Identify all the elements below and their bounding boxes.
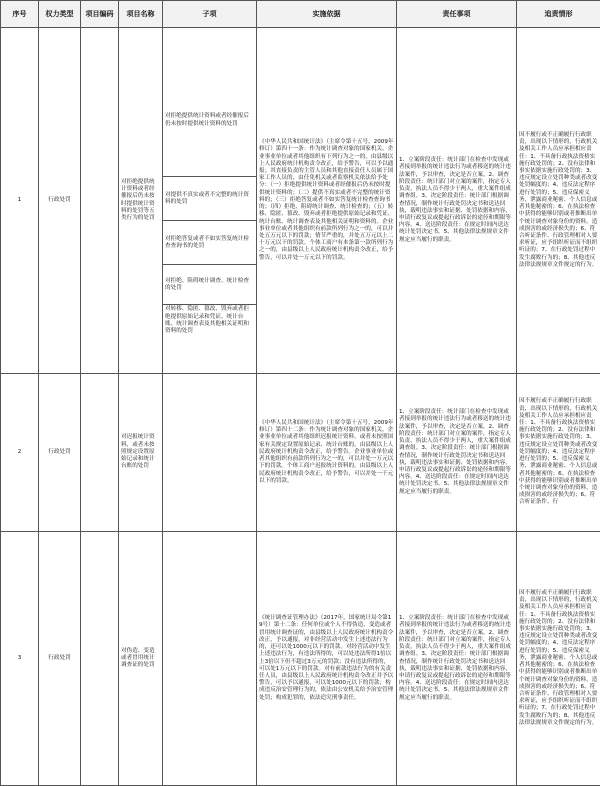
row-pursue: 因不履行或不正确履行行政职责，出现以下情形的，行政机关及相关工作人员应承担相应责任：1、不具备行政执法资格实施行政处罚的；2、没有法律和事实依据实施行政处罚的；3、违反规定设立处罚种类或者改变处罚幅度的；4、违反法定程序进行处罚的；5、违反保密义务，泄露商业秘密、个人信息或者其他秘密的；6、在执法检查中获得的能够识别或者推断出单个统计调查对象身份的资料，造成损害的或经济损失的；6、符合听证条件、行政管理相对人要求听证，应予组织听证而不组织听证的；7、在行政处罚过程中发生腐败行为的；8、其他违反法律法规规章文件规定的行为。 [517, 532, 600, 786]
row-basis: 《中华人民共和国统计法》（主席令第十五号，2009年修订）第四十二条：作为统计调查对象的国家机关、企业事业单位或者其他组织迟报统计资料，或者未按照国家有关规定设置原始记录、统计台账的，由县级以上人民政府统计机构责令改正，给予警告。企业事业单位或者其他组织有前款所列行为之一的，可以并处一万元以下的罚款。个体工商户迟报统计资料的，由县级以上人民政府统计机构责令改正，给予警告，可以并处一千元以下的罚款。 [257, 374, 397, 532]
row-resp: 1、立案阶段责任：统计部门在检查中发现或者接到举报的统计违法行为或者移送的统计违法案件，予以审查，决定是否立案。2、调查阶段责任：统计部门对立案的案件，指定专人负责，执法人员不得少于两人，重大案件组成调查组。3、决定阶段责任：统计部门根据调查情况，制作统计行政处罚决定书和送达回执，载明违法事实和证据、处罚依据和内容，申请行政复议或提起行政诉讼的途径和期限等内容。4、送达阶段责任：在规定时间内送达统计处罚决定书。5、其他法律法规规章文件规定应当履行的职责。 [397, 28, 517, 374]
subitem: 对拒绝、阻碍统计调查、统计检查的处罚 [163, 265, 256, 305]
row-code [81, 374, 119, 532]
row-pursue: 因不履行或不正确履行行政职责，出现以下情形的，行政机关及相关工作人员应承担相应责任：1、不具备行政执法资格实施行政处罚的；2、没有法律和事实依据实施行政处罚的；3、违反规定设立处罚种类或者改变处罚幅度的；4、违反法定程序进行处罚的；5、违反保密义务，泄露商业秘密、个人信息或者其他秘密的；6、在执法检查中获得的能够识别或者推断出单个统计调查对象身份的资料，造成损害的或经济损失的；6、符合听证条件、行 [517, 374, 600, 532]
subitem: 对提供不真实或者不完整的统计资料的处罚 [163, 177, 256, 221]
table-row [1, 374, 600, 532]
subitem: 对拒绝提供统计资料或者经催报后仍未按时提供统计资料的处罚 [163, 65, 256, 177]
row-name: 对迟报统计资料，或者未按照规定设置原始记录和统计台账的处罚 [119, 374, 163, 532]
header-code: 项目编码 [81, 1, 119, 28]
header-type: 权力类型 [39, 1, 81, 28]
row-type: 行政处罚 [39, 374, 81, 532]
row-subitems [163, 28, 257, 374]
row-subitems [163, 532, 257, 786]
row-name: 对伪造、变造或者冒用统计调查证的处罚 [119, 532, 163, 786]
table-row [1, 28, 600, 374]
row-subitems [163, 374, 257, 532]
subitem: 对转移、隐匿、篡改、毁弃或者拒绝提供原始记录和凭证、统计台账、统计调查表及其他相关证明和资料的处罚 [165, 306, 249, 334]
row-code [81, 532, 119, 786]
header-seq: 序号 [1, 1, 39, 28]
header-pursue: 追责情形 [517, 1, 600, 28]
subitem: 对拒绝答复或者不如实答复统计检查查询书的处罚 [163, 221, 256, 265]
row-basis: 《中华人民共和国统计法》（主席令第十五号，2009年修订）第四十一条：作为统计调查对象的国家机关、企业事业单位或者其他组织有下列行为之一的，由县级以上人民政府统计机构责令改正，给予警告，可以予以通报；其直接负责的主管人员和其他直接责任人员属于国家工作人员的，由任免机关或者监察机关依法给予处分：（一）拒绝提供统计资料或者经催报后仍未按时提供统计资料的；（二）提供不真实或者不完整的统计资料的；（三）拒绝答复或者不如实答复统计检查查询书的；（四）拒绝、阻碍统计调查、统计检查的；（五）转移、隐匿、篡改、毁弃或者拒绝提供原始记录和凭证、统计台账、统计调查表及其他相关证明和资料的。企业事业单位或者其他组织有前款所列行为之一的，可以并处五万元以下的罚款；情节严重的，并处五万元以上二十万元以下的罚款。个体工商户有本条第一款所列行为之一的，由县级以上人民政府统计机构责令改正，给予警告，可以并处一万元以下的罚款。 [257, 28, 397, 374]
header-name: 项目名称 [119, 1, 163, 28]
table-row [1, 532, 600, 786]
row-seq: 1 [1, 28, 39, 374]
row-basis: 《统计调查证管理办法》（2017年，国家统计局令第19号）第十二条：任何单位或个人不得伪造、变造或者冒用统计调查证的，由县级以上人民政府统计机构责令改正，予以通报。对非经营活动中发生上述违法行为的，还可以处1000元以下的罚款。对经营活动中发生上述违法行为，有违法所得的，可以处违法所得1倍以上3倍以下但不超过3万元的罚款；没有违法所得的，可以处1万元以下的罚款。对有前款违法行为的有关责任人员，由县级以上人民政府统计机构责令改正并予以警告，可以予以通报，可以处1000元以下的罚款；构成违反治安管理行为的，依法由公安机关给予治安管理处罚；构成犯罪的，依法追究刑事责任。 [257, 532, 397, 786]
row-resp: 1、立案阶段责任：统计部门在检查中发现或者接到举报的统计违法行为或者移送的统计违法案件，予以审查，决定是否立案。2、调查阶段责任：统计部门对立案的案件，指定专人负责，执法人员不得少于两人，重大案件组成调查组。3、决定阶段责任：统计部门根据调查情况，制作统计行政处罚决定书和送达回执，载明违法事实和证据、处罚依据和内容，申请行政复议或提起行政诉讼的途径和期限等内容。4、送达阶段责任：在规定时间内送达统计处罚决定书。5、其他法律法规规章文件规定应当履行的职责。 [397, 374, 517, 532]
row-resp: 1、立案阶段责任：统计部门在检查中发现或者接到举报的统计违法行为或者移送的统计违法案件，予以审查，决定是否立案。2、调查阶段责任：统计部门对立案的案件，指定专人负责，执法人员不得少于两人，重大案件组成调查组。3、决定阶段责任：统计部门根据调查情况，制作统计行政处罚决定书和送达回执，载明违法事实和证据、处罚依据和内容，申请行政复议或提起行政诉讼的途径和期限等内容。4、送达阶段责任：在规定时间内送达统计处罚决定书。5、其他法律法规规章文件规定应当履行的职责。 [397, 532, 517, 786]
header-basis: 实施依据 [257, 1, 397, 28]
header-row [1, 1, 600, 28]
header-resp: 责任事项 [397, 1, 517, 28]
row-code [81, 28, 119, 374]
header-sub: 子项 [163, 1, 257, 28]
row-seq: 2 [1, 374, 39, 532]
row-pursue: 因不履行或不正确履行行政职责，出现以下情形的，行政机关及相关工作人员应承担相应责任：1、不具备行政执法资格实施行政处罚的；2、没有法律和事实依据实施行政处罚的；3、违反规定设立处罚种类或者改变处罚幅度的；4、违反法定程序进行处罚的；5、违反保密义务，泄露商业秘密、个人信息或者其他秘密的；6、在执法检查中获得的能够识别或者推断出单个统计调查对象身份的资料，造成损害的或经济损失的；6、符合听证条件、行政管理相对人要求听证，应予组织听证而不组织听证的；7、在行政处罚过程中发生腐败行为的；8、其他违反法律法规规章文件规定的行为。 [517, 28, 600, 374]
row-type: 行政处罚 [39, 532, 81, 786]
row-type: 行政处罚 [39, 28, 81, 374]
row-name: 对拒绝提供统计资料或者经催报后仍未按时提供统计资料的处罚等五类行为的处罚 [119, 28, 163, 374]
subitem-list [163, 65, 256, 336]
row-seq: 3 [1, 532, 39, 786]
